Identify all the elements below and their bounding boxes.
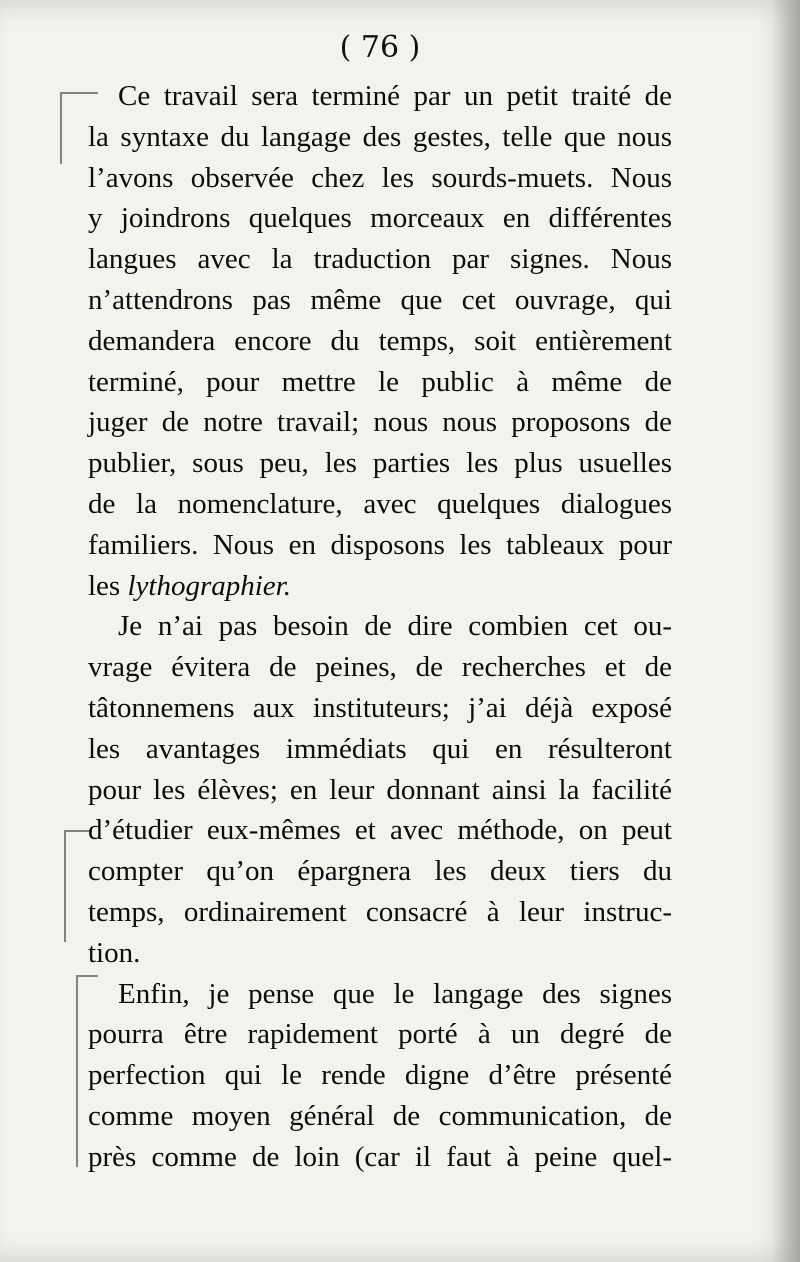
text-line: Enfin, je pense que le langage des signes bbox=[118, 977, 672, 1010]
paragraph-3 bbox=[88, 974, 672, 1178]
text-line: Je n’ai pas besoin de dire combien cet ou- bbox=[118, 610, 672, 643]
body-text bbox=[88, 76, 672, 1178]
page-edge-shadow bbox=[772, 0, 800, 1262]
text-span: les bbox=[88, 569, 128, 602]
text-line: juger de notre travail; nous nous proposons de bbox=[88, 406, 672, 439]
text-line: temps, ordinairement consacré à leur instruc- bbox=[88, 895, 672, 928]
text-line: demandera encore du temps, soit entièrement bbox=[88, 324, 672, 357]
text-line: n’attendrons pas même que cet ouvrage, qui bbox=[88, 283, 672, 316]
text-line: publier, sous peu, les parties les plus usuelles bbox=[88, 447, 672, 480]
text-line: pourra être rapidement porté à un degré de bbox=[88, 1018, 672, 1051]
page-number: ( 76 ) bbox=[339, 30, 421, 65]
text-line: pour les élèves; en leur donnant ainsi la facilité bbox=[88, 773, 672, 806]
text-line: perfection qui le rende digne d’être présenté bbox=[88, 1059, 672, 1092]
text-line: Ce travail sera terminé par un petit traité de bbox=[118, 80, 672, 112]
text-line: de la nomenclature, avec quelques dialogues bbox=[88, 487, 672, 520]
paragraph-1 bbox=[88, 76, 672, 606]
text-line: les avantages immédiats qui en résulteront bbox=[88, 732, 672, 765]
text-line: terminé, pour mettre le public à même de bbox=[88, 365, 672, 398]
italic-word: lythographier. bbox=[127, 569, 291, 602]
text-line: vrage évitera de peines, de recherches et de bbox=[88, 651, 672, 684]
text-line: l’avons observée chez les sourds-muets. Nous bbox=[88, 161, 672, 194]
text-line: tâtonnemens aux instituteurs; j’ai déjà exposé bbox=[88, 691, 672, 724]
text-line: comme moyen général de communication, de bbox=[88, 1099, 672, 1132]
text-line: d’étudier eux-mêmes et avec méthode, on peut bbox=[88, 814, 672, 847]
text-line: familiers. Nous en disposons les tableaux pour bbox=[88, 528, 672, 561]
text-line: langues avec la traduction par signes. Nous bbox=[88, 243, 672, 276]
text-line: près comme de loin (car il faut à peine quel- bbox=[88, 1140, 672, 1173]
text-line bbox=[88, 566, 672, 607]
text-line: la syntaxe du langage des gestes, telle que nous bbox=[88, 120, 672, 153]
paragraph-2 bbox=[88, 606, 672, 973]
text-line: tion. bbox=[88, 936, 141, 969]
text-line: compter qu’on épargnera les deux tiers du bbox=[88, 855, 672, 888]
text-line: y joindrons quelques morceaux en différentes bbox=[88, 202, 672, 235]
